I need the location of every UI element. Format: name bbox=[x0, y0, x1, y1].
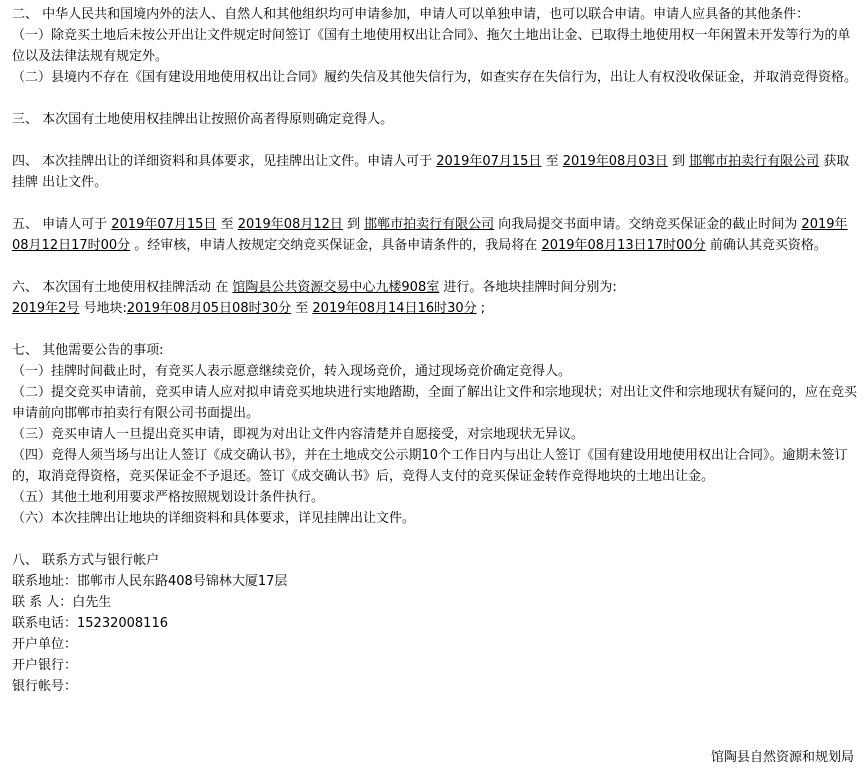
section-7-item: （三）竞买申请人一旦提出竞买申请，即视为对出让文件内容清楚并自愿接受，对宗地现状无异议。 bbox=[12, 427, 585, 442]
account-bank: 开户银行： bbox=[12, 658, 78, 673]
section-2-item-1: （一）除竞买土地后未按公开出让文件规定时间签订《国有土地使用权出让合同》、拖欠土地出让金、已取得土地使用权一年闲置未开发等行为的单位以及法律法规有规定外。 bbox=[12, 28, 851, 64]
plot-number: 2019年2号 bbox=[12, 301, 80, 316]
listing-end: 2019年08月14日16时30分 bbox=[312, 301, 477, 316]
section-6-schedule bbox=[12, 298, 858, 319]
section-7-item: （四）竞得人须当场与出让人签订《成交确认书》，并在土地成交公示期10个工作日内与出让人签订《国有建设用地使用权出让合同》。逾期未签订的，取消竞得资格，竞买保证金不予退还。签订《成交确认书》后，竞得人支付的竞买保证金转作竞得地块的土地出让金。 bbox=[12, 448, 848, 484]
organization-name: 邯郸市拍卖行有限公司 bbox=[364, 217, 495, 232]
text-span: ; bbox=[476, 301, 486, 316]
contact-address: 联系地址：邯郸市人民东路408号锦林大厦17层 bbox=[12, 574, 288, 589]
section-7-title: 七、 其他需要公告的事项: bbox=[12, 343, 164, 358]
spacer bbox=[12, 529, 858, 550]
section-7-item: （五）其他土地利用要求严格按照规划设计条件执行。 bbox=[12, 490, 325, 505]
text-span: 四、 本次挂牌出让的详细资料和具体要求，见挂牌出让文件。申请人可于 bbox=[12, 154, 437, 169]
deposit-deadline: 2019年08月12日17时00分 bbox=[12, 217, 848, 253]
start-date: 2019年07月15日 bbox=[111, 217, 217, 232]
text-span: 至 bbox=[216, 217, 238, 232]
text-span: 号地块: bbox=[79, 301, 127, 316]
venue: 馆陶县公共资源交易中心九楼908室 bbox=[232, 280, 440, 295]
text-span: 至 bbox=[541, 154, 563, 169]
section-7-item: （二）提交竞买申请前，竞买申请人应对拟申请竞买地块进行实地踏勘，全面了解出让文件和宗地现状；对出让文件和宗地现状有疑问的，应在竞买申请前向邯郸市拍卖行有限公司书面提出。 bbox=[12, 385, 858, 421]
confirmation-date: 2019年08月13日17时00分 bbox=[541, 238, 706, 253]
section-2-text: 二、 中华人民共和国境内外的法人、自然人和其他组织均可申请参加，申请人可以单独申请，也可以联合申请。申请人应具备的其他条件： bbox=[12, 7, 810, 22]
announcement-body bbox=[12, 4, 858, 697]
text-span: 五、 申请人可于 bbox=[12, 217, 112, 232]
account-unit: 开户单位： bbox=[12, 637, 78, 652]
text-span: 至 bbox=[291, 301, 313, 316]
text-span: 获取 挂牌 出让文件。 bbox=[12, 154, 850, 190]
section-7-item: （一）挂牌时间截止时，有竞买人表示愿意继续竞价，转入现场竞价，通过现场竞价确定竞得人。 bbox=[12, 364, 572, 379]
text-span: 前确认其竞买资格。 bbox=[705, 238, 827, 253]
section-2-item-2: （二）县境内不存在《国有建设用地使用权出让合同》履约失信及其他失信行为，如查实存在失信行为，出让人有权没收保证金，并取消竞得资格。 bbox=[12, 70, 858, 85]
contact-phone: 联系电话：15232008116 bbox=[12, 616, 168, 631]
spacer bbox=[12, 88, 858, 109]
section-6-text bbox=[12, 277, 858, 298]
text-span: 到 bbox=[667, 154, 690, 169]
listing-start: 2019年08月05日08时30分 bbox=[126, 301, 292, 316]
spacer bbox=[12, 256, 858, 277]
contact-person: 联 系 人：白先生 bbox=[12, 595, 112, 610]
text-span: 到 bbox=[342, 217, 365, 232]
text-span: 向我局提交书面申请。交纳竞买保证金的截止时间为 bbox=[494, 217, 802, 232]
issuer-signature: 馆陶县自然资源和规划局 bbox=[710, 750, 854, 765]
organization-name: 邯郸市拍卖行有限公司 bbox=[689, 154, 820, 169]
spacer bbox=[12, 319, 858, 340]
section-3-text: 三、 本次国有土地使用权挂牌出让按照价高者得原则确定竞得人。 bbox=[12, 112, 394, 127]
section-8-title: 八、 联系方式与银行帐户 bbox=[12, 553, 160, 568]
spacer bbox=[12, 130, 858, 151]
text-span: 进行。各地块挂牌时间分别为: bbox=[439, 280, 617, 295]
text-span: 。经审核，申请人按规定交纳竞买保证金，具备申请条件的，我局将在 bbox=[130, 238, 542, 253]
end-date: 2019年08月03日 bbox=[562, 154, 668, 169]
end-date: 2019年08月12日 bbox=[237, 217, 343, 232]
start-date: 2019年07月15日 bbox=[436, 154, 542, 169]
section-5-text bbox=[12, 214, 858, 256]
spacer bbox=[12, 193, 858, 214]
account-number: 银行帐号： bbox=[12, 679, 78, 694]
section-4-text bbox=[12, 151, 858, 193]
text-span: 六、 本次国有土地使用权挂牌活动 在 bbox=[12, 280, 233, 295]
section-7-item: （六）本次挂牌出让地块的详细资料和具体要求，详见挂牌出让文件。 bbox=[12, 511, 416, 526]
